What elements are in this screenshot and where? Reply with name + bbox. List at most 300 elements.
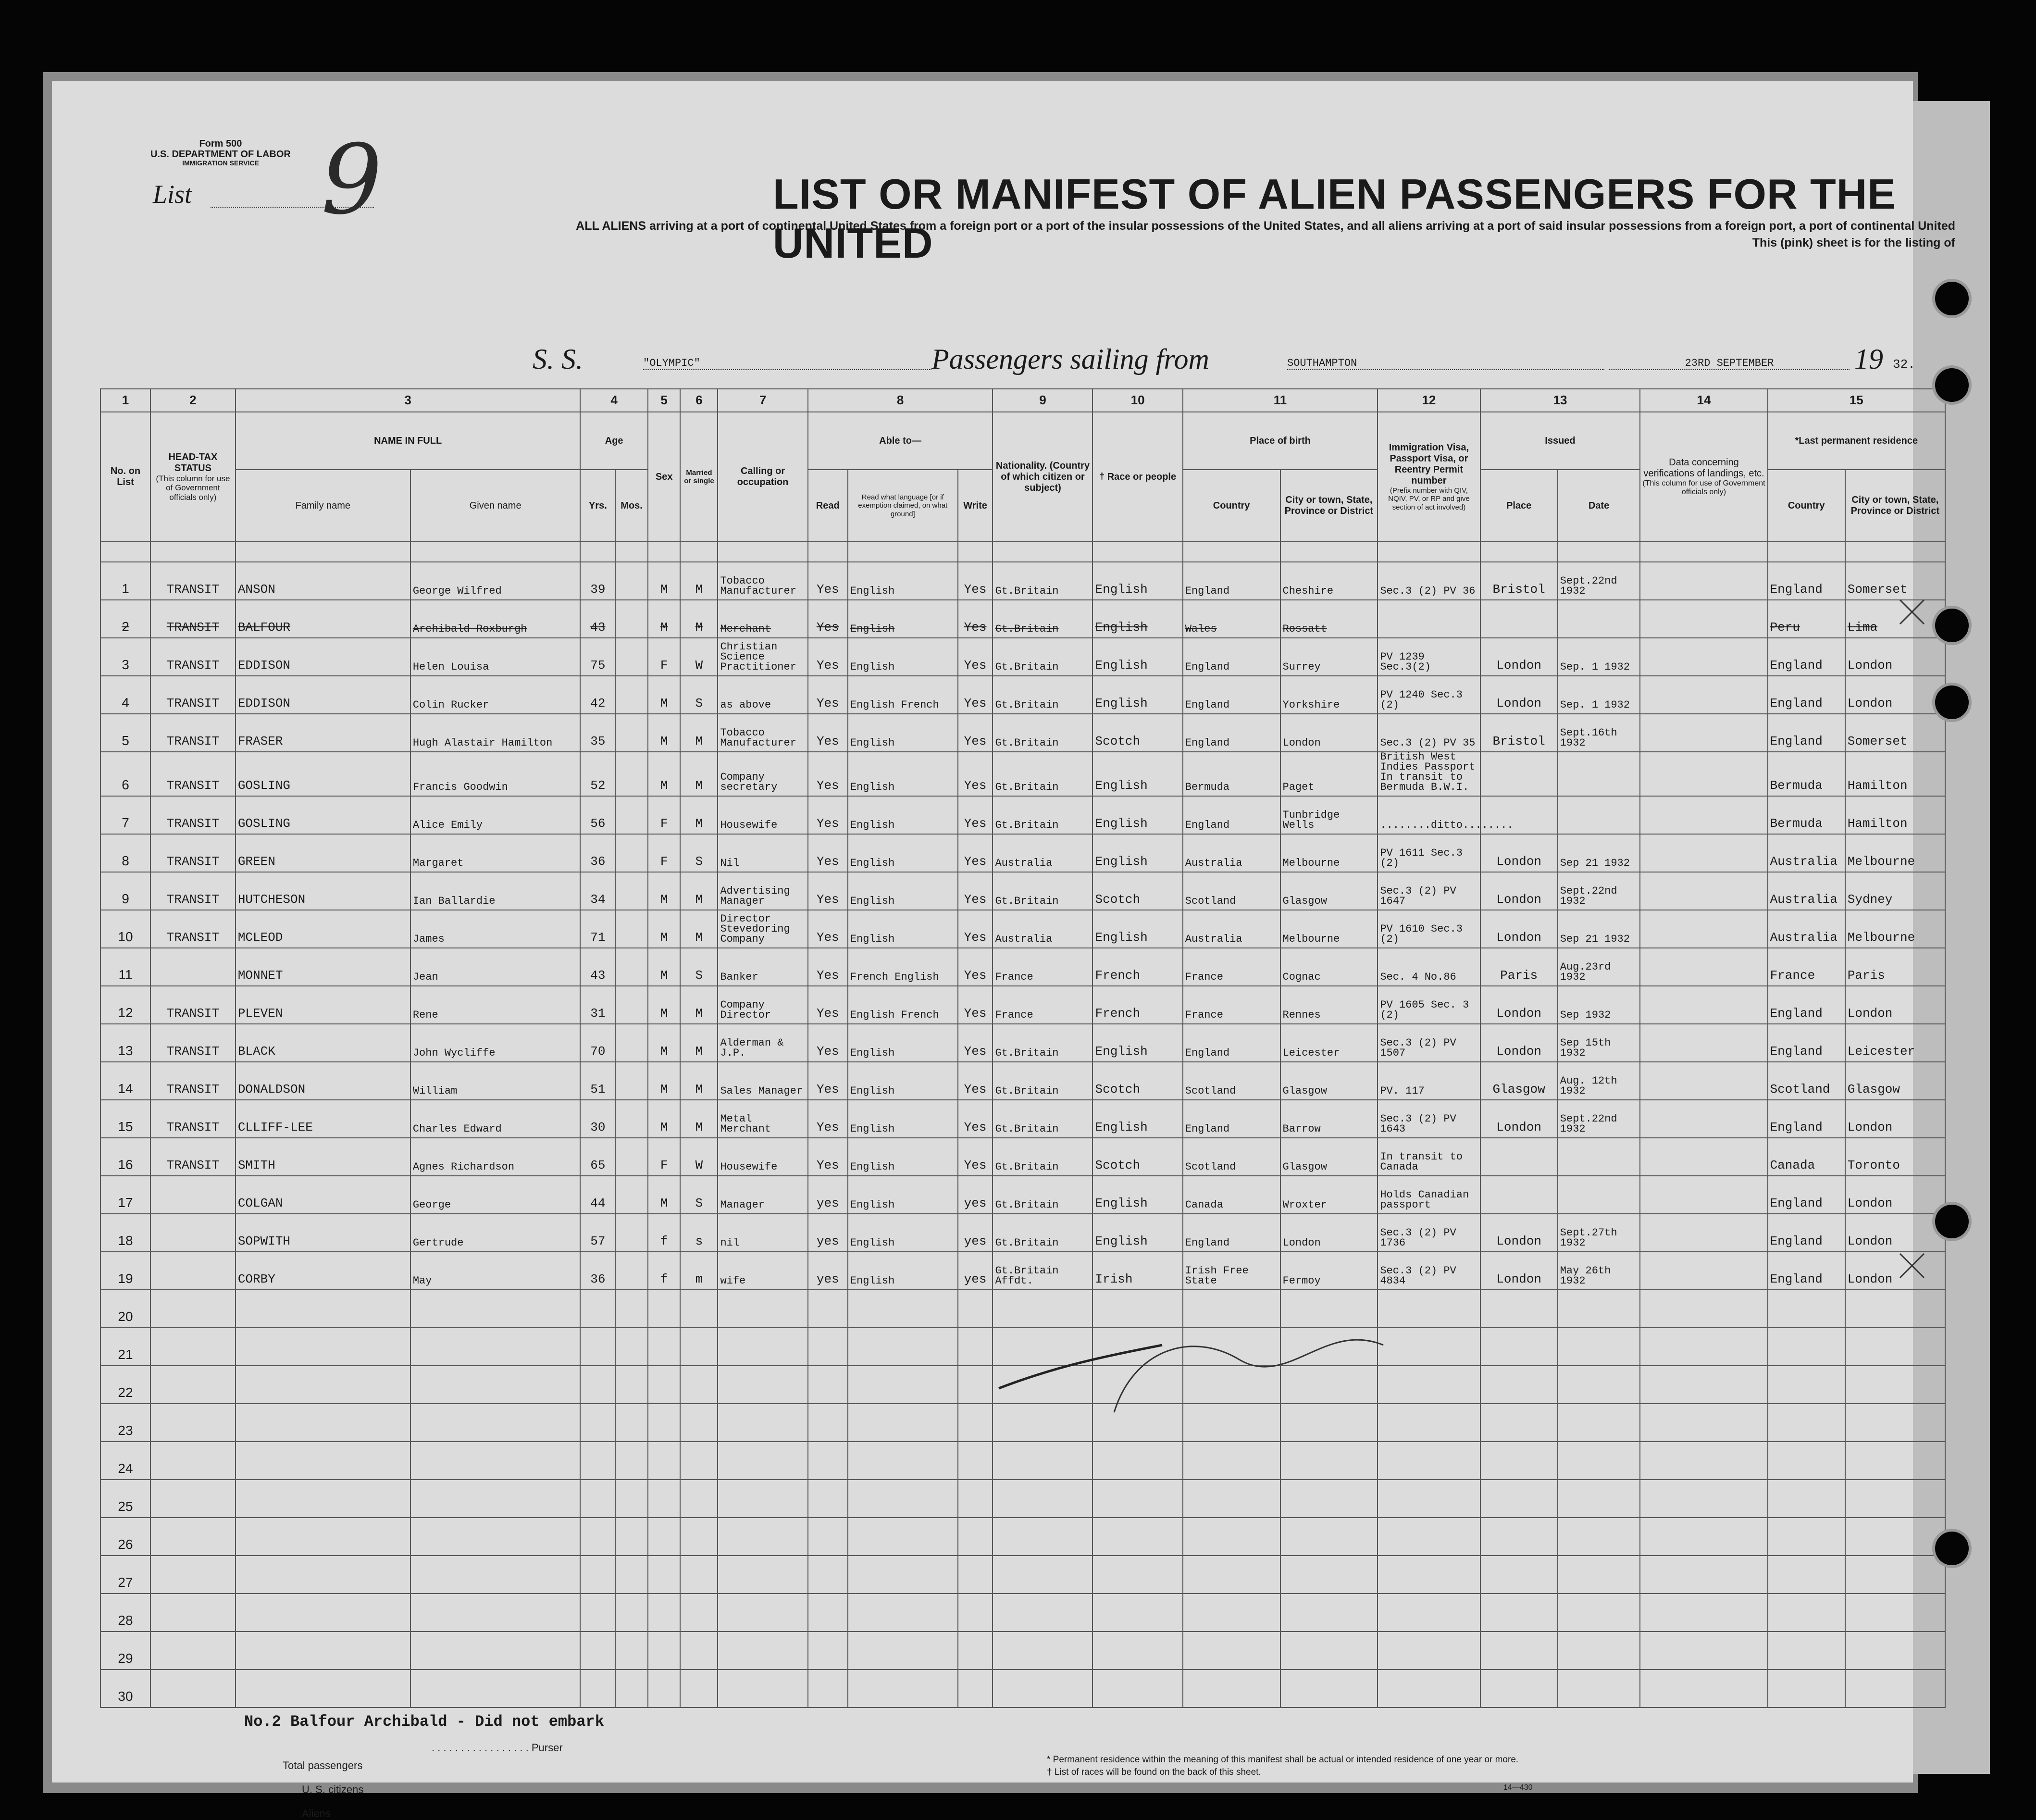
issued-place: Bristol xyxy=(1480,714,1558,752)
table-row xyxy=(100,1594,1945,1632)
birth-country: Australia xyxy=(1183,910,1280,948)
birth-city: Rennes xyxy=(1280,986,1378,1024)
empty-cell xyxy=(1480,1518,1558,1556)
empty-cell xyxy=(1280,1518,1378,1556)
can-read: Yes xyxy=(808,796,848,834)
nationality: Gt.Britain xyxy=(993,1024,1092,1062)
issued-date: Sept.22nd 1932 xyxy=(1558,562,1640,600)
empty-cell xyxy=(1092,1480,1182,1518)
age-years: 35 xyxy=(580,714,615,752)
can-write: Yes xyxy=(958,872,993,910)
read-language: English xyxy=(848,1024,958,1062)
read-language: English xyxy=(848,872,958,910)
sex: M xyxy=(648,1100,681,1138)
table-row xyxy=(100,1062,1945,1100)
given-name: Helen Louisa xyxy=(410,638,581,676)
sex: F xyxy=(648,1138,681,1176)
head-tax-status xyxy=(150,1252,236,1290)
birth-country: Scotland xyxy=(1183,1062,1280,1100)
issued-date: Sep. 1 1932 xyxy=(1558,638,1640,676)
residence-city: London xyxy=(1845,1214,1945,1252)
table-row xyxy=(100,1138,1945,1176)
empty-cell xyxy=(236,1328,410,1366)
marital-status: M xyxy=(680,796,718,834)
aliens-label: Aliens xyxy=(302,1808,331,1820)
spacer-row xyxy=(100,542,1945,562)
read-language: English xyxy=(848,638,958,676)
landings-data xyxy=(1640,1100,1767,1138)
empty-cell xyxy=(1280,1442,1378,1480)
col-number: 14 xyxy=(1640,389,1767,412)
read-language: English French xyxy=(848,676,958,714)
empty-cell xyxy=(580,1556,615,1594)
marital-status: M xyxy=(680,1100,718,1138)
read-language: English xyxy=(848,714,958,752)
table-row xyxy=(100,1670,1945,1708)
head-tax-status: TRANSIT xyxy=(150,872,236,910)
department-name: U.S. DEPARTMENT OF LABOR xyxy=(150,149,291,160)
landings-data xyxy=(1640,948,1767,986)
sex: M xyxy=(648,714,681,752)
head-tax-status: TRANSIT xyxy=(150,834,236,872)
family-name: COLGAN xyxy=(236,1176,410,1214)
header-place-of-birth: Place of birth xyxy=(1183,412,1378,470)
can-read: Yes xyxy=(808,1100,848,1138)
can-read: Yes xyxy=(808,872,848,910)
issued-date: Sep 1932 xyxy=(1558,986,1640,1024)
empty-cell xyxy=(993,1670,1092,1708)
sex: f xyxy=(648,1252,681,1290)
residence-city: London xyxy=(1845,638,1945,676)
family-name: BALFOUR xyxy=(236,600,410,638)
can-write: Yes xyxy=(958,1138,993,1176)
empty-cell xyxy=(1768,1328,1845,1366)
empty-cell xyxy=(958,1480,993,1518)
empty-cell xyxy=(1640,1518,1767,1556)
occupation: Christian Science Practitioner xyxy=(718,638,807,676)
race: English xyxy=(1092,910,1182,948)
marital-status: M xyxy=(680,600,718,638)
table-row xyxy=(100,562,1945,600)
header-birth-city: City or town, State, Province or District xyxy=(1280,470,1378,542)
visa-number: Sec.3 (2) PV 4834 xyxy=(1378,1252,1480,1290)
race: Scotch xyxy=(1092,714,1182,752)
issued-place: Glasgow xyxy=(1480,1062,1558,1100)
age-years: 71 xyxy=(580,910,615,948)
header-name-in-full: NAME IN FULL xyxy=(236,412,581,470)
birth-city: Paget xyxy=(1280,752,1378,796)
issued-place: London xyxy=(1480,1214,1558,1252)
line-number: 11 xyxy=(100,948,150,986)
nationality: Australia xyxy=(993,834,1092,872)
empty-cell xyxy=(1092,1442,1182,1480)
empty-cell xyxy=(1640,1556,1767,1594)
race: English xyxy=(1092,1024,1182,1062)
empty-cell xyxy=(410,1632,581,1670)
family-name: GOSLING xyxy=(236,752,410,796)
empty-cell xyxy=(648,1366,681,1404)
header-residence-city: City or town, State, Province or District xyxy=(1845,470,1945,542)
residence-city: London xyxy=(1845,676,1945,714)
empty-cell xyxy=(848,1366,958,1404)
empty-cell xyxy=(1558,1290,1640,1328)
table-row xyxy=(100,986,1945,1024)
col-number: 9 xyxy=(993,389,1092,412)
age-years: 44 xyxy=(580,1176,615,1214)
empty-cell xyxy=(150,1594,236,1632)
table-row xyxy=(100,1518,1945,1556)
age-months xyxy=(615,1024,648,1062)
empty-cell xyxy=(848,1442,958,1480)
empty-cell xyxy=(1183,1518,1280,1556)
visa-note: (Prefix number with QIV, NQIV, PV, or RP and give section of act involved) xyxy=(1388,486,1470,511)
age-years: 57 xyxy=(580,1214,615,1252)
line-number: 5 xyxy=(100,714,150,752)
empty-cell xyxy=(680,1518,718,1556)
residence-city: Melbourne xyxy=(1845,834,1945,872)
nationality: Gt.Britain xyxy=(993,1214,1092,1252)
head-tax-status: TRANSIT xyxy=(150,676,236,714)
nationality: Gt.Britain Affdt. xyxy=(993,1252,1092,1290)
age-years: 36 xyxy=(580,834,615,872)
head-tax-status: TRANSIT xyxy=(150,600,236,638)
empty-cell xyxy=(580,1404,615,1442)
empty-cell xyxy=(615,1556,648,1594)
given-name: Ian Ballardie xyxy=(410,872,581,910)
empty-cell xyxy=(648,1404,681,1442)
empty-cell xyxy=(958,1366,993,1404)
occupation: Housewife xyxy=(718,796,807,834)
empty-cell xyxy=(848,1518,958,1556)
visa-number: Holds Canadian passport xyxy=(1378,1176,1480,1214)
empty-cell xyxy=(1640,1366,1767,1404)
col-number: 11 xyxy=(1183,389,1378,412)
family-name: MONNET xyxy=(236,948,410,986)
departure-port: SOUTHAMPTON xyxy=(1287,357,1604,370)
empty-cell xyxy=(808,1290,848,1328)
empty-cell xyxy=(1640,1632,1767,1670)
family-name: HUTCHESON xyxy=(236,872,410,910)
age-months xyxy=(615,676,648,714)
empty-cell xyxy=(1558,1594,1640,1632)
birth-country: England xyxy=(1183,562,1280,600)
race: English xyxy=(1092,562,1182,600)
race: Irish xyxy=(1092,1252,1182,1290)
can-write: yes xyxy=(958,1214,993,1252)
empty-cell xyxy=(1480,1480,1558,1518)
table-row xyxy=(100,1176,1945,1214)
empty-cell xyxy=(808,1328,848,1366)
birth-city: Melbourne xyxy=(1280,910,1378,948)
issued-place: London xyxy=(1480,1100,1558,1138)
visa-number: In transit to Canada xyxy=(1378,1138,1480,1176)
age-years: 42 xyxy=(580,676,615,714)
empty-cell xyxy=(410,1328,581,1366)
empty-cell xyxy=(718,1632,807,1670)
visa-number: Sec.3 (2) PV 1736 xyxy=(1378,1214,1480,1252)
birth-city: Surrey xyxy=(1280,638,1378,676)
age-months xyxy=(615,834,648,872)
issued-place: London xyxy=(1480,1024,1558,1062)
empty-cell xyxy=(150,1518,236,1556)
occupation: Nil xyxy=(718,834,807,872)
nationality: Gt.Britain xyxy=(993,562,1092,600)
empty-cell xyxy=(648,1556,681,1594)
empty-cell xyxy=(410,1594,581,1632)
landings-data xyxy=(1640,714,1767,752)
sex: M xyxy=(648,948,681,986)
header-visa xyxy=(1378,412,1480,542)
residence-country: Peru xyxy=(1768,600,1845,638)
empty-cell xyxy=(410,1442,581,1480)
empty-cell xyxy=(1480,1290,1558,1328)
can-write: Yes xyxy=(958,1062,993,1100)
table-row xyxy=(100,714,1945,752)
empty-cell xyxy=(615,1480,648,1518)
race: English xyxy=(1092,834,1182,872)
line-number: 14 xyxy=(100,1062,150,1100)
can-read: Yes xyxy=(808,1138,848,1176)
empty-cell xyxy=(1845,1670,1945,1708)
nationality: Gt.Britain xyxy=(993,676,1092,714)
header-read-language: Read what language [or if exemption claimed, on what ground] xyxy=(848,470,958,542)
empty-cell xyxy=(1378,1480,1480,1518)
age-years: 39 xyxy=(580,562,615,600)
age-months xyxy=(615,1176,648,1214)
read-language: English xyxy=(848,1062,958,1100)
empty-cell xyxy=(236,1442,410,1480)
empty-cell xyxy=(1378,1518,1480,1556)
landings-data xyxy=(1640,676,1767,714)
empty-cell xyxy=(1845,1518,1945,1556)
birth-city: Glasgow xyxy=(1280,872,1378,910)
empty-cell xyxy=(236,1556,410,1594)
empty-cell xyxy=(680,1594,718,1632)
empty-cell xyxy=(993,1480,1092,1518)
header-no-on-list: No. on List xyxy=(100,412,150,542)
empty-cell xyxy=(648,1670,681,1708)
birth-country: Scotland xyxy=(1183,1138,1280,1176)
read-language: French English xyxy=(848,948,958,986)
empty-cell xyxy=(1558,1328,1640,1366)
header-age: Age xyxy=(580,412,647,470)
empty-cell xyxy=(648,1632,681,1670)
can-write: Yes xyxy=(958,562,993,600)
can-read: Yes xyxy=(808,986,848,1024)
nationality: Australia xyxy=(993,910,1092,948)
empty-cell xyxy=(1092,1670,1182,1708)
empty-cell xyxy=(1558,1670,1640,1708)
empty-cell xyxy=(580,1366,615,1404)
landings-data xyxy=(1640,1214,1767,1252)
can-write: Yes xyxy=(958,910,993,948)
given-name: Archibald Roxburgh xyxy=(410,600,581,638)
read-language: English xyxy=(848,910,958,948)
head-tax-status: TRANSIT xyxy=(150,714,236,752)
empty-cell xyxy=(1280,1670,1378,1708)
empty-cell xyxy=(580,1632,615,1670)
empty-cell xyxy=(1845,1328,1945,1366)
given-name: May xyxy=(410,1252,581,1290)
nationality: Gt.Britain xyxy=(993,872,1092,910)
birth-city: Melbourne xyxy=(1280,834,1378,872)
empty-cell xyxy=(1558,1518,1640,1556)
header-landings xyxy=(1640,412,1767,542)
birth-city: Glasgow xyxy=(1280,1062,1378,1100)
empty-cell xyxy=(1640,1290,1767,1328)
empty-cell xyxy=(1768,1556,1845,1594)
residence-country: Australia xyxy=(1768,872,1845,910)
age-months xyxy=(615,986,648,1024)
empty-cell xyxy=(648,1518,681,1556)
birth-city: Leicester xyxy=(1280,1024,1378,1062)
issued-date xyxy=(1558,752,1640,796)
can-read: Yes xyxy=(808,910,848,948)
empty-cell xyxy=(1768,1594,1845,1632)
empty-cell xyxy=(1768,1442,1845,1480)
sex: M xyxy=(648,562,681,600)
column-number-row xyxy=(100,389,1945,412)
race: English xyxy=(1092,752,1182,796)
residence-city: Hamilton xyxy=(1845,752,1945,796)
empty-cell xyxy=(1480,1366,1558,1404)
empty-cell xyxy=(580,1518,615,1556)
empty-cell xyxy=(648,1442,681,1480)
read-language: English xyxy=(848,796,958,834)
line-number: 3 xyxy=(100,638,150,676)
marital-status: M xyxy=(680,1062,718,1100)
occupation: Tobacco Manufacturer xyxy=(718,714,807,752)
table-row xyxy=(100,910,1945,948)
residence-country: England xyxy=(1768,714,1845,752)
age-months xyxy=(615,948,648,986)
empty-cell xyxy=(1480,1594,1558,1632)
empty-cell xyxy=(410,1480,581,1518)
sex: M xyxy=(648,600,681,638)
marital-status: M xyxy=(680,910,718,948)
header-calling: Calling or occupation xyxy=(718,412,807,542)
given-name: George Wilfred xyxy=(410,562,581,600)
head-tax-title: HEAD-TAX STATUS xyxy=(168,451,218,474)
marital-status: S xyxy=(680,834,718,872)
occupation: Manager xyxy=(718,1176,807,1214)
issued-date: Sept.22nd 1932 xyxy=(1558,1100,1640,1138)
family-name: DONALDSON xyxy=(236,1062,410,1100)
table-row xyxy=(100,796,1945,834)
empty-cell xyxy=(848,1670,958,1708)
family-name: GOSLING xyxy=(236,796,410,834)
empty-cell xyxy=(718,1328,807,1366)
race: English xyxy=(1092,600,1182,638)
table-row xyxy=(100,1632,1945,1670)
empty-cell xyxy=(680,1328,718,1366)
residence-country: France xyxy=(1768,948,1845,986)
empty-cell xyxy=(1845,1480,1945,1518)
age-years: 51 xyxy=(580,1062,615,1100)
marital-status: M xyxy=(680,752,718,796)
marital-status: S xyxy=(680,676,718,714)
line-number: 9 xyxy=(100,872,150,910)
empty-cell xyxy=(958,1594,993,1632)
header-family-name: Family name xyxy=(236,470,410,542)
line-number: 26 xyxy=(100,1518,150,1556)
birth-city: Yorkshire xyxy=(1280,676,1378,714)
landings-title: Data concerning verifications of landings, etc. xyxy=(1643,457,1764,479)
col-number: 2 xyxy=(150,389,236,412)
read-language: English xyxy=(848,600,958,638)
empty-cell xyxy=(1480,1670,1558,1708)
empty-cell xyxy=(1092,1518,1182,1556)
given-name: James xyxy=(410,910,581,948)
family-name: SOPWITH xyxy=(236,1214,410,1252)
issued-place: London xyxy=(1480,910,1558,948)
marital-status: M xyxy=(680,986,718,1024)
empty-cell xyxy=(410,1556,581,1594)
landings-data xyxy=(1640,1062,1767,1100)
header-married: Married or single xyxy=(680,412,718,542)
can-write: Yes xyxy=(958,752,993,796)
occupation: Housewife xyxy=(718,1138,807,1176)
can-read: Yes xyxy=(808,600,848,638)
marital-status: S xyxy=(680,1176,718,1214)
issued-date: Sep. 1 1932 xyxy=(1558,676,1640,714)
given-name: Francis Goodwin xyxy=(410,752,581,796)
empty-cell xyxy=(236,1366,410,1404)
sex: F xyxy=(648,638,681,676)
header-head-tax xyxy=(150,412,236,542)
birth-country: England xyxy=(1183,714,1280,752)
header-issued-date: Date xyxy=(1558,470,1640,542)
empty-cell xyxy=(1768,1632,1845,1670)
manifest-sheet xyxy=(52,81,1955,1820)
residence-city: London xyxy=(1845,1176,1945,1214)
head-tax-status: TRANSIT xyxy=(150,1062,236,1100)
birth-city: Glasgow xyxy=(1280,1138,1378,1176)
age-years: 75 xyxy=(580,638,615,676)
empty-cell xyxy=(718,1670,807,1708)
empty-cell xyxy=(1092,1556,1182,1594)
visa-number: Sec.3 (2) PV 1507 xyxy=(1378,1024,1480,1062)
can-write: Yes xyxy=(958,796,993,834)
occupation: nil xyxy=(718,1214,807,1252)
empty-cell xyxy=(1480,1328,1558,1366)
issued-date: Sept.16th 1932 xyxy=(1558,714,1640,752)
table-row xyxy=(100,752,1945,796)
binder-hole xyxy=(1932,279,1972,318)
empty-cell xyxy=(236,1594,410,1632)
head-tax-status: TRANSIT xyxy=(150,1138,236,1176)
birth-city: Fermoy xyxy=(1280,1252,1378,1290)
issued-place xyxy=(1480,1176,1558,1214)
age-months xyxy=(615,1062,648,1100)
can-read: yes xyxy=(808,1214,848,1252)
visa-number: PV 1610 Sec.3 (2) xyxy=(1378,910,1480,948)
header-row-1 xyxy=(100,412,1945,470)
empty-cell xyxy=(1845,1404,1945,1442)
residence-country: England xyxy=(1768,638,1845,676)
issued-date: May 26th 1932 xyxy=(1558,1252,1640,1290)
empty-cell xyxy=(410,1670,581,1708)
birth-city: Cognac xyxy=(1280,948,1378,986)
empty-cell xyxy=(718,1290,807,1328)
read-language: English xyxy=(848,1214,958,1252)
empty-cell xyxy=(580,1480,615,1518)
empty-cell xyxy=(1845,1594,1945,1632)
header-given-name: Given name xyxy=(410,470,581,542)
purser-dots: . . . . . . . . . . . . . . . . . xyxy=(432,1742,529,1754)
empty-cell xyxy=(848,1404,958,1442)
empty-cell xyxy=(1378,1632,1480,1670)
